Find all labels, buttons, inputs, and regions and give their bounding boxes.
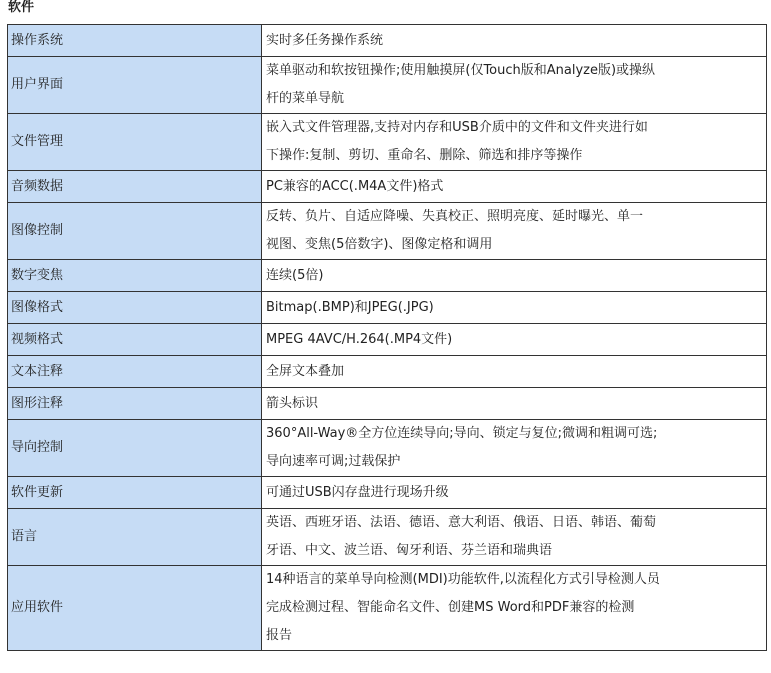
table-row bbox=[8, 260, 767, 292]
row-value bbox=[262, 292, 767, 324]
value-line: 箭头标识 bbox=[266, 395, 319, 411]
table-row bbox=[8, 171, 767, 203]
value-line: 嵌入式文件管理器,支持对内存和USB介质中的文件和文件夹进行如 bbox=[266, 120, 648, 135]
row-value bbox=[262, 203, 767, 260]
row-label: 数字变焦 bbox=[8, 260, 262, 292]
value-line: 360°All-Way®全方位连续导向;导向、锁定与复位;微调和粗调可选; bbox=[266, 426, 658, 441]
table-row bbox=[8, 356, 767, 388]
row-value bbox=[262, 25, 767, 57]
row-value bbox=[262, 260, 767, 292]
value-line: 英语、西班牙语、法语、德语、意大利语、俄语、日语、韩语、葡萄 bbox=[266, 515, 657, 530]
table-row bbox=[8, 388, 767, 420]
value-line: 14种语言的菜单导向检测(MDI)功能软件,以流程化方式引导检测人员 bbox=[266, 572, 660, 587]
row-label: 图形注释 bbox=[8, 388, 262, 420]
table-row bbox=[8, 420, 767, 477]
value-line: 牙语、中文、波兰语、匈牙利语、芬兰语和瑞典语 bbox=[266, 543, 553, 558]
software-spec-table bbox=[7, 24, 767, 651]
row-label: 操作系统 bbox=[8, 25, 262, 57]
value-line: MPEG 4AVC/H.264(.MP4文件) bbox=[266, 331, 453, 347]
value-line: 全屏文本叠加 bbox=[266, 363, 345, 379]
row-label: 应用软件 bbox=[8, 566, 262, 651]
value-line: 连续(5倍) bbox=[266, 267, 324, 283]
value-line: 报告 bbox=[266, 628, 293, 643]
table-row bbox=[8, 324, 767, 356]
row-label: 视频格式 bbox=[8, 324, 262, 356]
table-row bbox=[8, 57, 767, 114]
table-row bbox=[8, 566, 767, 651]
row-value bbox=[262, 509, 767, 566]
row-value bbox=[262, 477, 767, 509]
value-line: 视图、变焦(5倍数字)、图像定格和调用 bbox=[266, 237, 493, 252]
row-label: 文本注释 bbox=[8, 356, 262, 388]
value-line: PC兼容的ACC(.M4A文件)格式 bbox=[266, 178, 444, 194]
spec-table-body bbox=[8, 25, 767, 651]
table-row bbox=[8, 292, 767, 324]
row-value bbox=[262, 420, 767, 477]
table-row bbox=[8, 509, 767, 566]
section-title: 软件 bbox=[8, 0, 35, 15]
value-line: 完成检测过程、智能命名文件、创建MS Word和PDF兼容的检测 bbox=[266, 600, 635, 615]
row-value bbox=[262, 388, 767, 420]
value-line: 实时多任务操作系统 bbox=[266, 32, 384, 48]
row-value bbox=[262, 566, 767, 651]
row-value bbox=[262, 171, 767, 203]
row-label: 导向控制 bbox=[8, 420, 262, 477]
table-row bbox=[8, 114, 767, 171]
row-value bbox=[262, 57, 767, 114]
table-row bbox=[8, 25, 767, 57]
row-label: 语言 bbox=[8, 509, 262, 566]
table-row bbox=[8, 477, 767, 509]
value-line: Bitmap(.BMP)和JPEG(.JPG) bbox=[266, 299, 434, 315]
value-line: 菜单驱动和软按钮操作;使用触摸屏(仅Touch版和Analyze版)或操纵 bbox=[266, 63, 656, 78]
row-value bbox=[262, 356, 767, 388]
value-line: 下操作:复制、剪切、重命名、删除、筛选和排序等操作 bbox=[266, 148, 583, 163]
row-label: 音频数据 bbox=[8, 171, 262, 203]
row-label: 文件管理 bbox=[8, 114, 262, 171]
value-line: 导向速率可调;过载保护 bbox=[266, 454, 401, 469]
row-label: 图像格式 bbox=[8, 292, 262, 324]
value-line: 反转、负片、自适应降噪、失真校正、照明亮度、延时曝光、单一 bbox=[266, 209, 644, 224]
row-label: 软件更新 bbox=[8, 477, 262, 509]
row-value bbox=[262, 324, 767, 356]
value-line: 杆的菜单导航 bbox=[266, 91, 345, 106]
value-line: 可通过USB闪存盘进行现场升级 bbox=[266, 484, 449, 500]
row-value bbox=[262, 114, 767, 171]
row-label: 图像控制 bbox=[8, 203, 262, 260]
row-label: 用户界面 bbox=[8, 57, 262, 114]
table-row bbox=[8, 203, 767, 260]
